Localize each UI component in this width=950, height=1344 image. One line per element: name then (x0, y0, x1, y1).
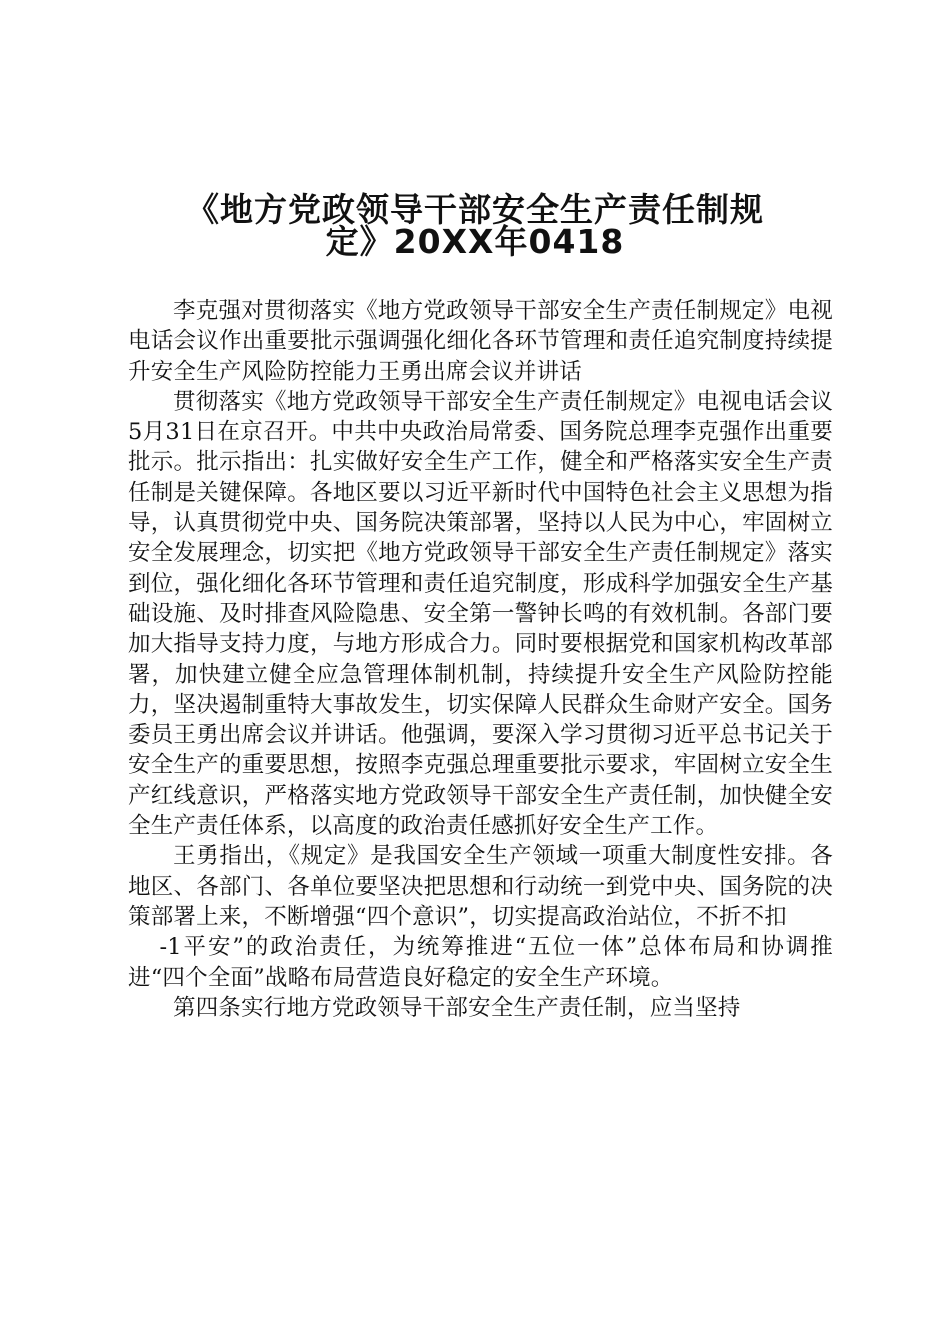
paragraph-wang-yong-remarks: 王勇指出，《规定》是我国安全生产领域一项重大制度性安排。各地区、各部门、各单位要坚决把思想和行动统一到党中央、国务院的决策部署上来，不断增强“四个意识”，切实提高政治站位，不折不扣 (128, 843, 833, 930)
document-title-line-1: 《地方党政领导干部安全生产责任制规 (186, 190, 764, 229)
document-title-line-2: 定》20XX年0418 (325, 222, 625, 261)
document-body (128, 296, 833, 1023)
paragraph-meeting-report: 贯彻落实《地方党政领导干部安全生产责任制规定》电视电话会议5月31日在京召开。中共中央政治局常委、国务院总理李克强作出重要批示。批示指出：扎实做好安全生产工作，健全和严格落实安全生产责任制是关键保障。各地区要以习近平新时代中国特色社会主义思想为指导，认真贯彻党中央、国务院决策部署，坚持以人民为中心，牢固树立安全发展理念，切实把《地方党政领导干部安全生产责任制规定》落实到位，强化细化各环节管理和责任追究制度，形成科学加强安全生产基础设施、及时排查风险隐患、安全第一警钟长鸣的有效机制。各部门要加大指导支持力度，与地方形成合力。同时要根据党和国家机构改革部署，加快建立健全应急管理体制机制，持续提升安全生产风险防控能力，坚决遏制重特大事故发生，切实保障人民群众生命财产安全。国务委员王勇出席会议并讲话。他强调，要深入学习贯彻习近平总书记关于安全生产的重要思想，按照李克强总理重要批示要求，牢固树立安全生产红线意识，严格落实地方党政领导干部安全生产责任制，加快健全安全生产责任体系，以高度的政治责任感抓好安全生产工作。 (128, 388, 833, 840)
paragraph-headline: 李克强对贯彻落实《地方党政领导干部安全生产责任制规定》电视电话会议作出重要批示强调强化细化各环节管理和责任追究制度持续提升安全生产风险防控能力王勇出席会议并讲话 (128, 298, 833, 385)
paragraph-continuation: -1平安”的政治责任，为统筹推进“五位一体”总体布局和协调推进“四个全面”战略布局营造良好稳定的安全生产环境。 (128, 934, 833, 991)
paragraph-article-four: 第四条实行地方党政领导干部安全生产责任制，应当坚持 (173, 994, 741, 1021)
